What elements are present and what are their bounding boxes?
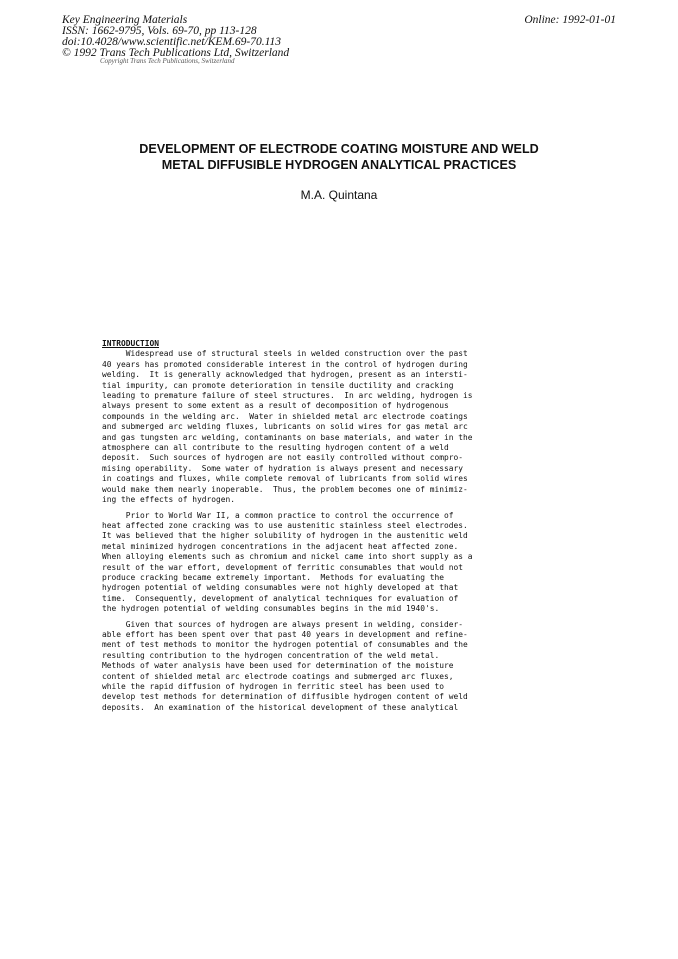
- text-line: Methods of water analysis have been used for determination of the moisture: [102, 661, 454, 671]
- text-line: would make them nearly inoperable. Thus, the problem becomes one of minimiz-: [102, 484, 468, 494]
- text-line: while the rapid diffusion of hydrogen in ferritic steel has been used to: [102, 682, 445, 691]
- faded-copyright-line: Copyright Trans Tech Publications, Switzerland: [100, 57, 235, 65]
- paragraph: [102, 511, 542, 615]
- paragraph: [102, 620, 542, 714]
- text-line: metal minimized hydrogen concentrations in the adjacent heat affected zone.: [102, 541, 459, 551]
- text-line: Prior to World War II, a common practice to control the occurrence of: [102, 510, 454, 520]
- article-header: [62, 15, 616, 59]
- body-text: [102, 339, 542, 718]
- text-line: tial impurity, can promote deterioration in tensile ductility and cracking: [102, 380, 454, 390]
- text-line: the hydrogen potential of welding consumables begins in the mid 1940's.: [102, 604, 440, 614]
- issn-line: ISSN: 1662-9795, Vols. 69-70, pp 113-128: [62, 25, 257, 37]
- text-line: and submerged arc welding fluxes, lubricants on solid wires for gas metal arc: [102, 422, 468, 432]
- doi-line: doi:10.4028/www.scientific.net/KEM.69-70.113: [62, 36, 282, 48]
- text-line: develop test methods for determination of diffusible hydrogen content of weld: [102, 692, 468, 702]
- text-line: mising operability. Some water of hydration is always present and necessary: [102, 463, 464, 473]
- online-date: Online: 1992-01-01: [524, 14, 616, 26]
- text-line: Widespread use of structural steels in welded construction over the past: [102, 349, 468, 359]
- text-line: resulting contribution to the hydrogen concentration of the weld metal.: [102, 650, 440, 660]
- paper-title: [100, 141, 578, 173]
- text-line: heat affected zone cracking was to use austenitic stainless steel electrodes.: [102, 520, 468, 530]
- text-line: able effort has been spent over that past 40 years in development and refine-: [102, 629, 468, 639]
- text-line: When alloying elements such as chromium and nickel came into short supply as a: [102, 552, 473, 562]
- text-line: 40 years has promoted considerable interest in the control of hydrogen during: [102, 359, 468, 369]
- text-line: compounds in the welding arc. Water in shielded metal arc electrode coatings: [102, 411, 468, 421]
- text-line: welding. It is generally acknowledged that hydrogen, present as an intersti-: [102, 370, 468, 380]
- text-line: ing the effects of hydrogen.: [102, 495, 236, 505]
- text-line: always present to some extent as a result of decomposition of hydrogenous: [102, 401, 449, 411]
- paragraph: [102, 349, 542, 505]
- text-line: deposit. Such sources of hydrogen are not easily controlled without compro-: [102, 453, 464, 463]
- text-line: Given that sources of hydrogen are always present in welding, consider-: [102, 619, 464, 629]
- title-line-2: METAL DIFFUSIBLE HYDROGEN ANALYTICAL PRACTICES: [161, 158, 517, 172]
- title-line-1: DEVELOPMENT OF ELECTRODE COATING MOISTURE AND WELD: [139, 142, 539, 156]
- text-line: atmosphere can all contribute to the resulting hydrogen content of a weld: [102, 443, 449, 453]
- copyright-line: © 1992 Trans Tech Publications Ltd, Switzerland: [62, 47, 290, 59]
- text-line: leading to premature failure of steel structures. In arc welding, hydrogen is: [102, 391, 473, 401]
- text-line: ment of test methods to monitor the hydrogen potential of consumables and the: [102, 640, 468, 650]
- text-line: produce cracking became extremely important. Methods for evaluating the: [102, 572, 445, 582]
- text-line: result of the war effort, development of ferritic consumables that would not: [102, 562, 464, 572]
- text-line: and gas tungsten arc welding, contaminants on base materials, and water in the: [102, 432, 473, 442]
- text-line: It was believed that the higher solubility of hydrogen in the austenitic weld: [102, 531, 468, 541]
- text-line: in coatings and fluxes, while complete removal of lubricants from solid wires: [102, 474, 468, 484]
- text-line: content of shielded metal arc electrode coatings and submerged arc fluxes,: [102, 671, 454, 681]
- author-name: M.A. Quintana: [300, 188, 378, 202]
- text-line: deposits. An examination of the historical development of these analytical: [102, 702, 459, 712]
- journal-name: Key Engineering Materials: [62, 14, 188, 26]
- section-heading: INTRODUCTION: [102, 339, 160, 348]
- text-line: hydrogen potential of welding consumables were not highly developed at that: [102, 583, 459, 593]
- text-line: time. Consequently, development of analytical techniques for evaluation of: [102, 593, 459, 603]
